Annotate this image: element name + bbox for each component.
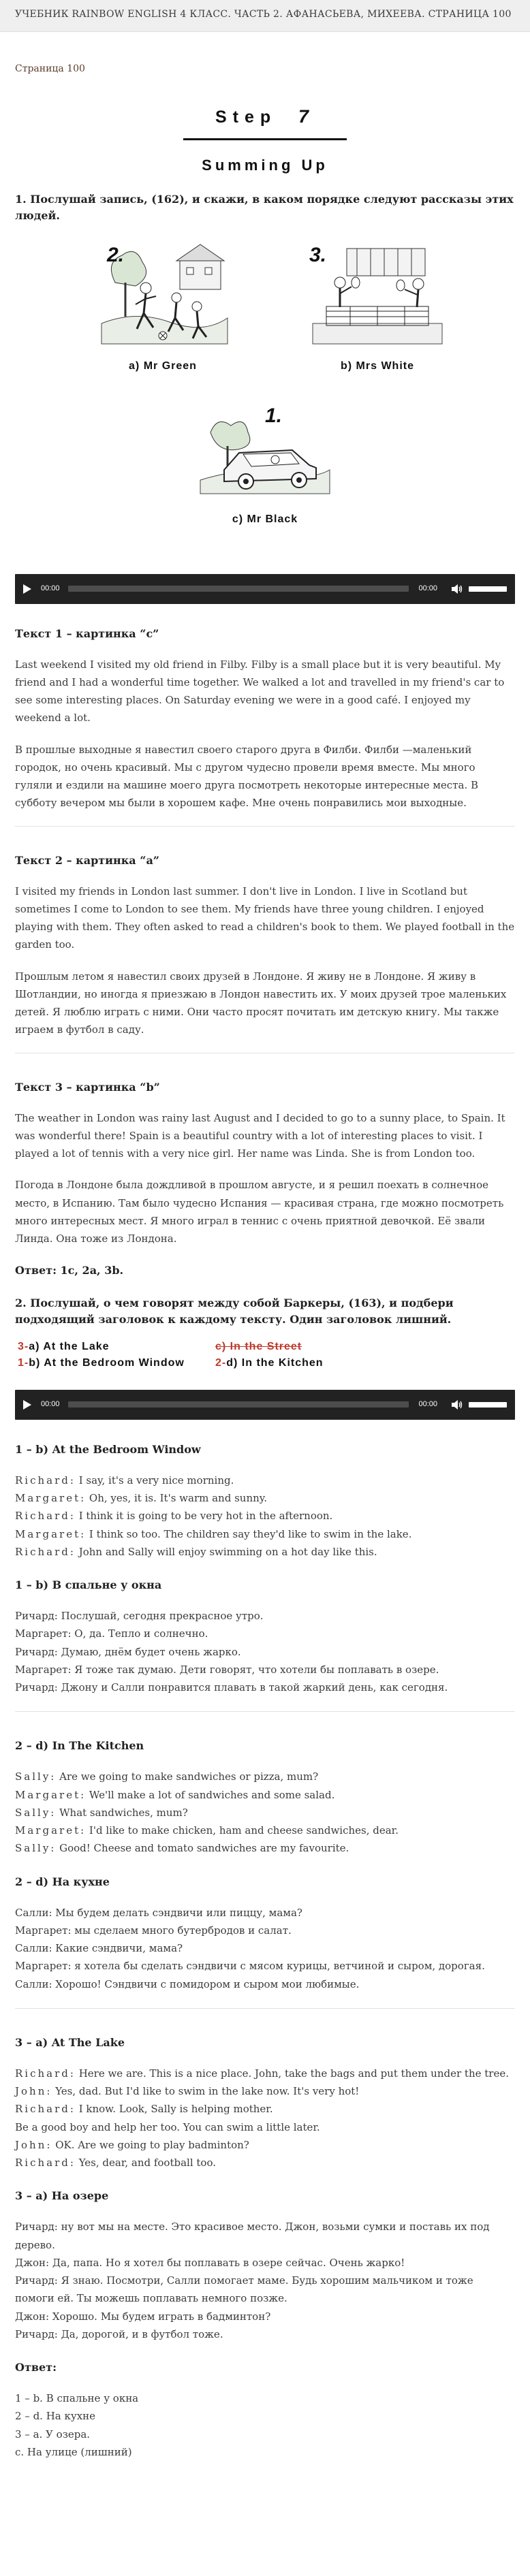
line-text: We'll make a lot of sandwiches and some salad. [86, 1788, 335, 1801]
section-1-dialogue [15, 1472, 515, 1561]
dialogue-line-ru: Салли: Хорошо! Сэндвичи с помидором и сыром мои любимые. [15, 1977, 360, 1990]
dialogue-line-ru: Ричард: ну вот мы на месте. Это красивое место. Джон, возьми сумки и поставь их под дерево. [15, 2221, 490, 2251]
picture-mrs-white [302, 242, 452, 376]
text-1-english: Last weekend I visited my old friend in Filby. Filby is a small place but it is very beautiful. My friend and I had a wonderful time together. We walked a lot and travelled in my friend's car to see some interesting places. On Saturday evening we were in a good café. I enjoyed my weekend a lot. [15, 658, 505, 725]
section-3-dialogue [15, 2065, 515, 2172]
title-number: 3- [18, 1341, 29, 1353]
dialogue-line [15, 1472, 515, 1489]
dialogue-line-ru: Джон: Да, папа. Но я хотел бы поплавать в озере сейчас. Очень жарко! [15, 2256, 405, 2269]
title-text-struck: c) In the Street [215, 1341, 302, 1353]
answer-1: Ответ: 1c, 2a, 3b. [15, 1264, 124, 1277]
line-text: I say, it's a very nice morning. [75, 1474, 234, 1486]
line-text: Yes, dear, and football too. [75, 2157, 216, 2169]
speaker: Richard: [15, 1474, 76, 1486]
dialogue-line-ru: Джон: Хорошо. Мы будем играть в бадминтон? [15, 2310, 271, 2323]
section-2-ru-dialogue [15, 1904, 515, 1993]
picture-caption: c) Mr Black [232, 513, 298, 525]
speaker: John: [15, 2085, 52, 2098]
speaker: Sally: [15, 1770, 57, 1783]
text-1-russian: В прошлые выходные я навестил своего старого друга в Филби. Филби —маленький городок, но очень красивый. Мы с другом чудесно провели время вместе. Мы много гуляли и ездили на машине моего друга посмотреть некоторые интересные места. В субботу вечером мы были в хорошем кафе. Мне очень понравились мои выходные. [15, 743, 479, 810]
text-3-heading: Текст 3 – картинка “b” [15, 1080, 160, 1094]
title-option-b [18, 1355, 215, 1371]
dialogue-line-ru: Маргарет: О, да. Тепло и солнечно. [15, 1627, 208, 1640]
section-3-ru-heading: 3 – a) На озере [15, 2189, 109, 2203]
play-icon[interactable] [23, 584, 31, 594]
picture-mr-green [88, 242, 238, 376]
answer-item: 2 – d. На кухне [15, 2410, 96, 2423]
answer-item: c. На улице (лишний) [15, 2445, 132, 2458]
dialogue-line [15, 2082, 515, 2100]
title-text: a) At the Lake [29, 1341, 110, 1353]
dialogue-line-ru: Маргарет: Я тоже так думаю. Дети говорят, что хотели бы поплавать в озере. [15, 1663, 439, 1676]
task-2: 2. Послушай, о чем говорят между собой Баркеры, (163), и подбери подходящий заголовок к каждому тексту. Один заголовок лишний. [15, 1297, 454, 1326]
picture-mr-black [190, 405, 340, 529]
dialogue-line [15, 1822, 515, 1839]
step-number: 7 [298, 106, 315, 127]
speaker: John: [15, 2138, 52, 2151]
dialogue-line [15, 1489, 515, 1507]
title-number: 2- [215, 1356, 227, 1369]
volume-slider[interactable] [469, 1402, 507, 1408]
line-text: Yes, dad. But I'd like to swim in the lake now. It's very hot! [52, 2085, 360, 2098]
article-content [0, 61, 530, 2488]
speaker: Margaret: [15, 1527, 87, 1540]
dialogue-line-ru: Ричард: Да, дорогой, и в футбол тоже. [15, 2327, 223, 2340]
play-icon[interactable] [23, 1400, 31, 1410]
current-time: 00:00 [41, 584, 60, 593]
title-option-a [18, 1339, 215, 1354]
text-3-english: The weather in London was rainy last August and I decided to go to a sunny place, to Spain. It was wonderful there! Spain is a beautiful country with a lot of interesting places to visit. I played a lot of tennis with a very nice girl. Her name was Linda. She is from London too. [15, 1111, 505, 1160]
title-text: d) In the Kitchen [226, 1356, 324, 1369]
task-1: 1. Послушай запись, (162), и скажи, в каком порядке следуют рассказы этих людей. [15, 192, 514, 222]
title-options [15, 1339, 515, 1370]
section-2-dialogue [15, 1768, 515, 1857]
speaker: Sally: [15, 1842, 57, 1855]
dialogue-line [15, 2154, 515, 2172]
section-3-ru-dialogue [15, 2218, 515, 2343]
audio-progress-bar[interactable] [68, 586, 409, 592]
final-answer-list [15, 2389, 515, 2461]
speaker: Richard: [15, 2103, 76, 2116]
step-heading [15, 101, 515, 179]
picture-caption: a) Mr Green [129, 360, 197, 372]
step-subtitle: Summing Up [202, 157, 328, 174]
divider [15, 826, 515, 827]
line-text: I know. Look, Sally is helping mother. [75, 2103, 273, 2116]
dialogue-line-ru: Салли: Какие сэндвичи, мама? [15, 1942, 183, 1955]
section-1-ru-heading: 1 – b) В спальне у окна [15, 1578, 162, 1592]
dialogue-line-ru: Маргарет: я хотела бы сделать сэндвичи с мясом курицы, ветчиной и сыром, дорогая. [15, 1960, 485, 1973]
page-label: Страница 100 [15, 63, 85, 75]
final-answer-label: Ответ: [15, 2361, 57, 2374]
volume-icon[interactable] [451, 584, 463, 594]
speaker: Richard: [15, 2157, 76, 2169]
picture-number: 2. [107, 243, 125, 266]
duration-time: 00:00 [418, 584, 437, 593]
tennis-players-illustration [309, 242, 446, 354]
step-rule [183, 138, 347, 140]
dialogue-line [15, 2100, 515, 2118]
audio-player-163[interactable] [15, 1390, 515, 1420]
audio-player-162[interactable] [15, 574, 515, 604]
title-option-c [215, 1339, 302, 1354]
section-1-heading: 1 – b) At the Bedroom Window [15, 1442, 201, 1456]
current-time: 00:00 [41, 1400, 60, 1409]
header-title: УЧЕБНИК RAINBOW ENGLISH 4 КЛАСС. ЧАСТЬ 2. АФАНАСЬЕВА, МИХЕЕВА. СТРАНИЦА 100 [15, 9, 512, 20]
line-text: Be a good boy and help her too. You can swim a little later. [15, 2120, 320, 2133]
answer-item: 1 – b. В спальне у окна [15, 2392, 139, 2405]
volume-icon[interactable] [451, 1400, 463, 1410]
dialogue-line [15, 1804, 515, 1822]
text-1-heading: Текст 1 – картинка “c” [15, 626, 159, 640]
dialogue-line [15, 2136, 515, 2154]
dialogue-line [15, 1839, 515, 1857]
title-row [18, 1355, 515, 1371]
title-number: 1- [18, 1356, 29, 1369]
line-text: I think it is going to be very hot in the afternoon. [75, 1510, 333, 1523]
line-text: What sandwiches, mum? [56, 1806, 188, 1819]
duration-time: 00:00 [418, 1400, 437, 1409]
picture-caption: b) Mrs White [341, 360, 414, 372]
section-2-ru-heading: 2 – d) На кухне [15, 1875, 110, 1888]
line-text: Are we going to make sandwiches or pizza, mum? [56, 1770, 319, 1783]
line-text: Good! Cheese and tomato sandwiches are my favourite. [56, 1842, 349, 1855]
line-text: Oh, yes, it is. It's warm and sunny. [86, 1492, 268, 1505]
task-1-pictures [20, 235, 510, 555]
dialogue-line-ru: Ричард: Послушай, сегодня прекрасное утро. [15, 1610, 264, 1623]
section-1-ru-dialogue [15, 1607, 515, 1696]
divider [15, 2008, 515, 2009]
speaker: Richard: [15, 2067, 76, 2080]
dialogue-line-ru: Салли: Мы будем делать сэндвичи или пиццу, мама? [15, 1906, 302, 1919]
speaker: Richard: [15, 1545, 76, 1558]
speaker: Margaret: [15, 1492, 87, 1505]
picture-number: 3. [309, 243, 327, 266]
speaker: Sally: [15, 1806, 57, 1819]
step-title [15, 101, 515, 133]
speaker: Margaret: [15, 1824, 87, 1837]
dialogue-line-ru: Маргарет: мы сделаем много бутербродов и салат. [15, 1924, 292, 1937]
section-2-heading: 2 – d) In The Kitchen [15, 1739, 144, 1753]
audio-progress-bar[interactable] [68, 1401, 409, 1408]
line-text: John and Sally will enjoy swimming on a hot day like this. [75, 1545, 377, 1558]
page-header [0, 0, 530, 32]
text-2-english: I visited my friends in London last summer. I don't live in London. I live in Scotland but sometimes I come to London to see them. My friends have three young children. I enjoyed playing with them. They often asked to read a children's book to them. We played football in the garden too. [15, 885, 515, 951]
text-3-russian: Погода в Лондоне была дождливой в прошлом августе, и я решил поехать в солнечное место, в Испанию. Там было чудесно Испания — красивая страна, где можно посмотреть много интересных мест. Я много играл в теннис с очень приятной девочкой. Её звали Линда. Она тоже из Лондона. [15, 1179, 504, 1245]
dialogue-line [15, 1507, 515, 1525]
picture-number: 1. [265, 404, 283, 427]
step-word: Step [215, 107, 277, 127]
dialogue-line-ru: Ричард: Я знаю. Посмотри, Салли помогает маме. Будь хорошим мальчиком и тоже помоги ей. Ты можешь поплавать немного позже. [15, 2274, 473, 2305]
line-text: I'd like to make chicken, ham and cheese sandwiches, dear. [86, 1824, 399, 1837]
dialogue-line [15, 2118, 515, 2136]
title-option-d [215, 1355, 324, 1371]
volume-slider[interactable] [469, 586, 507, 592]
line-text: I think so too. The children say they'd like to swim in the lake. [86, 1527, 412, 1540]
dialogue-line [15, 1786, 515, 1804]
divider [15, 1711, 515, 1712]
dialogue-line [15, 1525, 515, 1543]
dialogue-line-ru: Ричард: Джону и Салли понравится плавать в такой жаркий день, как сегодня. [15, 1681, 448, 1694]
text-2-heading: Текст 2 – картинка “a” [15, 853, 160, 867]
dialogue-line [15, 1768, 515, 1785]
answer-item: 3 – a. У озера. [15, 2428, 91, 2440]
line-text: OK. Are we going to play badminton? [52, 2138, 249, 2151]
speaker: Richard: [15, 1510, 76, 1523]
dialogue-line [15, 1543, 515, 1561]
speaker: Margaret: [15, 1788, 87, 1801]
section-3-heading: 3 – a) At The Lake [15, 2035, 125, 2049]
title-text: b) At the Bedroom Window [29, 1356, 185, 1369]
dialogue-line-ru: Ричард: Думаю, днём будет очень жарко. [15, 1645, 241, 1658]
dialogue-line [15, 2065, 515, 2082]
title-row [18, 1339, 515, 1354]
line-text: Here we are. This is a nice place. John, take the bags and put them under the tree. [75, 2067, 509, 2080]
text-2-russian: Прошлым летом я навестил своих друзей в Лондоне. Я живу не в Лондоне. Я живу в Шотландии, но иногда я приезжаю в Лондон навестить их. У моих друзей трое маленьких детей. Я люблю играть с ними. Они часто просят почитать им детскую книгу. Мы также играем в футбол в саду. [15, 970, 507, 1036]
